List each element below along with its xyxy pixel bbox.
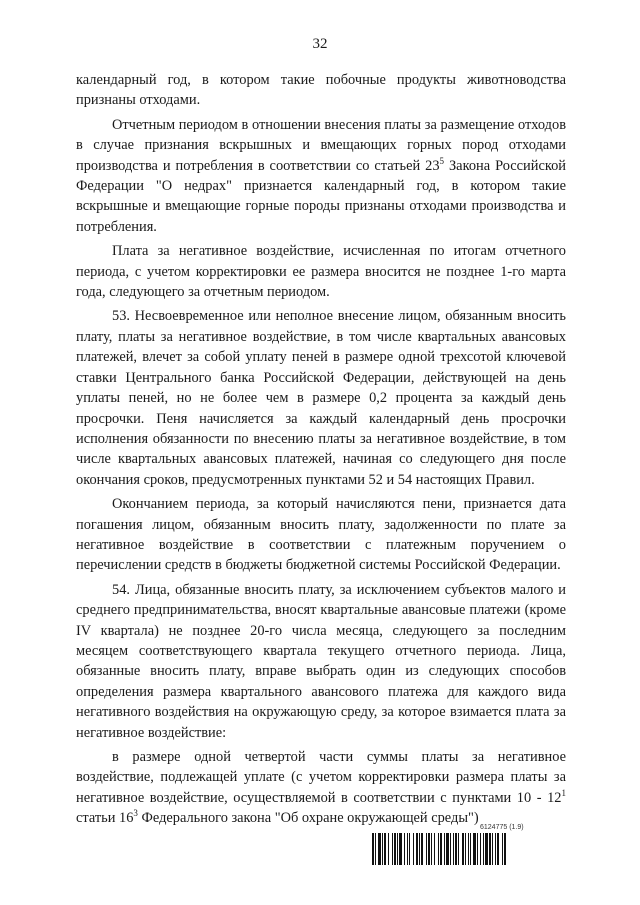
page-number: 32 (312, 36, 328, 52)
paragraph-quarter-method (76, 747, 566, 829)
barcode-bar (462, 833, 464, 865)
barcode-bar (504, 833, 506, 865)
barcode-bar (426, 833, 427, 865)
barcode-bar (388, 833, 389, 865)
barcode-bar (489, 833, 491, 865)
document-body (76, 70, 566, 829)
paragraph-item-54: 54. Лица, обязанные вносить плату, за исключением субъектов малого и среднего предпринимательства, вносят квартальные авансовые платежи (кроме IV квартала) не позднее 20-го числа месяца, следующего за последним месяцем соответствующего квартала текущего отчетного периода. Лица, обязанные вносить плату, вправе выбрать один из следующих способов определения размера квартального авансового платежа для каждого вида негативного воздействия на окружающую среду, за которое взимается плата за негативное воздействие: (76, 581, 566, 741)
barcode-bar (497, 833, 499, 865)
barcode-image (372, 833, 572, 865)
paragraph-text: в размере одной четвертой части суммы платы за негативное воздействие, подлежащей уплате (с учетом корректировки размера платы за негативное воздействие, осуществляемой в соответствии с пунктами 10 - 12 (76, 749, 566, 806)
barcode-bar (483, 833, 484, 865)
barcode-bar (378, 833, 381, 865)
paragraph-reporting-period-waste (76, 115, 566, 237)
barcode-bar (397, 833, 398, 865)
barcode-bar (421, 833, 423, 865)
barcode-bar (485, 833, 488, 865)
paragraph-text: Федерального закона "Об охране окружающей среды") (137, 810, 479, 827)
barcode-bar (465, 833, 466, 865)
document-id: 6124775 (1.9) (480, 824, 524, 831)
barcode-bar (458, 833, 459, 865)
barcode-bar (455, 833, 457, 865)
barcode-bar (394, 833, 396, 865)
barcode-bar (473, 833, 476, 865)
paragraph-text: Отчетным периодом в отношении внесения платы за размещение отходов в случае признания вскрышных и вмещающих горных пород отходами производства и потребления в соответствии со статьей 23 (76, 116, 566, 174)
barcode-bar (446, 833, 449, 865)
paragraph-penalty-end: Окончанием периода, за который начисляются пени, признается дата погашения лицом, обязанным вносить плату, задолженности по плате за негативное воздействие в соответствии с платежным поручением о перечислении средств в бюджеты бюджетной системы Российской Федерации. (76, 496, 566, 574)
superscript: 5 (439, 155, 445, 166)
barcode-bar (440, 833, 442, 865)
barcode-bar (492, 833, 493, 865)
barcode-bar (431, 833, 432, 865)
barcode-bar (416, 833, 418, 865)
paragraph-item-53: 53. Несвоевременное или неполное внесение лицом, обязанным вносить плату, платы за негативное воздействие, в том числе квартальных авансовых платежей, влечет за собой уплату пеней в размере одной трехсотой ключевой ставки Центрального банка Российской Федерации, действующей на день уплаты пеней, но не более чем в размере 0,2 процента за каждый день просрочки. Пеня начисляется за каждый календарный день просрочки исполнения обязанности по внесению платы за негативное воздействие, в том числе квартальных авансовых платежей, начиная со следующего дня после окончания сроков, предусмотренных пунктами 52 и 54 настоящих Правил. (76, 308, 566, 488)
barcode-bar (399, 833, 402, 865)
paragraph-text: Закона Российской Федерации "О недрах" признается календарный год, в котором такие вскрышные и вмещающие горные породы признаны отходами производства и потребления. (76, 157, 566, 235)
barcode-bar (419, 833, 420, 865)
barcode-bar (450, 833, 451, 865)
barcode-bar (438, 833, 439, 865)
barcode-bar (409, 833, 410, 865)
barcode-bar (407, 833, 408, 865)
barcode-bar (453, 833, 454, 865)
barcode-bar (495, 833, 496, 865)
paragraph-payment-deadline: Плата за негативное воздействие, исчисленная по итогам отчетного периода, с учетом корректировки ее размера вносится не позднее 1-го марта года, следующего за отчетным периодом. (76, 243, 566, 301)
barcode-bar (444, 833, 445, 865)
superscript: 3 (133, 808, 138, 819)
paragraph-continuation: календарный год, в котором такие побочные продукты животноводства признаны отходами. (76, 72, 566, 109)
barcode-bar (375, 833, 376, 865)
footer-barcode-block (372, 824, 572, 865)
barcode-bar (477, 833, 478, 865)
barcode-bar (434, 833, 435, 865)
barcode-bar (382, 833, 383, 865)
barcode-bar (384, 833, 386, 865)
barcode-bar (468, 833, 469, 865)
barcode-bar (428, 833, 430, 865)
barcode-bar (372, 833, 374, 865)
barcode-bar (413, 833, 414, 865)
barcode-bar (470, 833, 471, 865)
superscript: 1 (561, 787, 566, 798)
paragraph-text: статьи 16 (76, 810, 134, 827)
barcode-bar (480, 833, 481, 865)
barcode-bar (392, 833, 393, 865)
barcode-bar (404, 833, 405, 865)
barcode-bar (502, 833, 503, 865)
